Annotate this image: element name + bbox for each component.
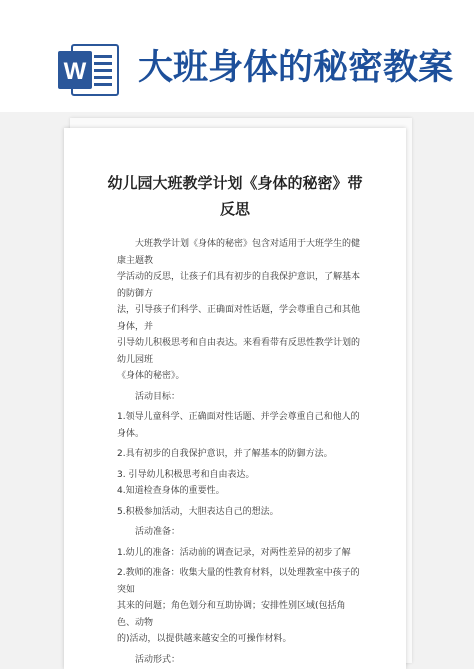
document-title-line-1: 幼儿园大班教学计划《身体的秘密》带 (107, 174, 363, 192)
intro-line: 《身体的秘密》。 (117, 371, 185, 381)
goal-item: 1.领导儿童科学、正确面对性话题、并学会尊重自己和他人的身体。 (117, 412, 360, 439)
intro-line: 引导幼儿积极思考和自由表达。来看看带有反思性教学计划的幼儿园班 (117, 338, 361, 365)
document-title (80, 170, 390, 222)
word-icon-letter: W (63, 58, 87, 85)
goals-heading: 活动目标： (135, 391, 181, 402)
intro-line: 法，引导孩子们科学、正确面对性话题，学会尊重自己和其他身体，并 (117, 305, 361, 332)
goal-item: 2.具有初步的自我保护意识，并了解基本的防御方法。 (117, 449, 333, 459)
intro-line: 大班教学计划《身体的秘密》包含对适用于大班学生的健康主题教 (117, 239, 361, 266)
document-body (117, 236, 362, 668)
intro-line: 学活动的反思，让孩子们具有初步的自我保护意识，了解基本的防御方 (117, 272, 361, 299)
goal-item: 4.知道检查身体的重要性。 (117, 486, 225, 496)
prep-item: 2.教师的准备：收集大量的性教育材料，以处理教室中孩子的突如 (117, 568, 360, 595)
goal-item: 5.积极参加活动，大胆表达自己的想法。 (117, 506, 279, 517)
header-banner (0, 0, 474, 112)
document-page (64, 128, 406, 669)
page-title: 大班身体的秘密教案 (138, 48, 454, 88)
word-document-icon (58, 43, 120, 97)
document-title-line-2: 反思 (219, 200, 250, 218)
form-heading: 活动形式： (135, 654, 181, 665)
prep-item: 1.幼儿的准备：活动前的调查记录，对两性差异的初步了解 (117, 547, 351, 558)
prep-item: 其来的问题；角色划分和互助协调；安排性别区域(包括角色、动物 (117, 601, 346, 628)
prep-item: 的)活动，以提供越来越安全的可操作材料。 (117, 634, 292, 644)
prep-heading: 活动准备： (135, 527, 181, 537)
goal-item: 3. 引导幼儿积极思考和自由表达。 (117, 469, 255, 480)
